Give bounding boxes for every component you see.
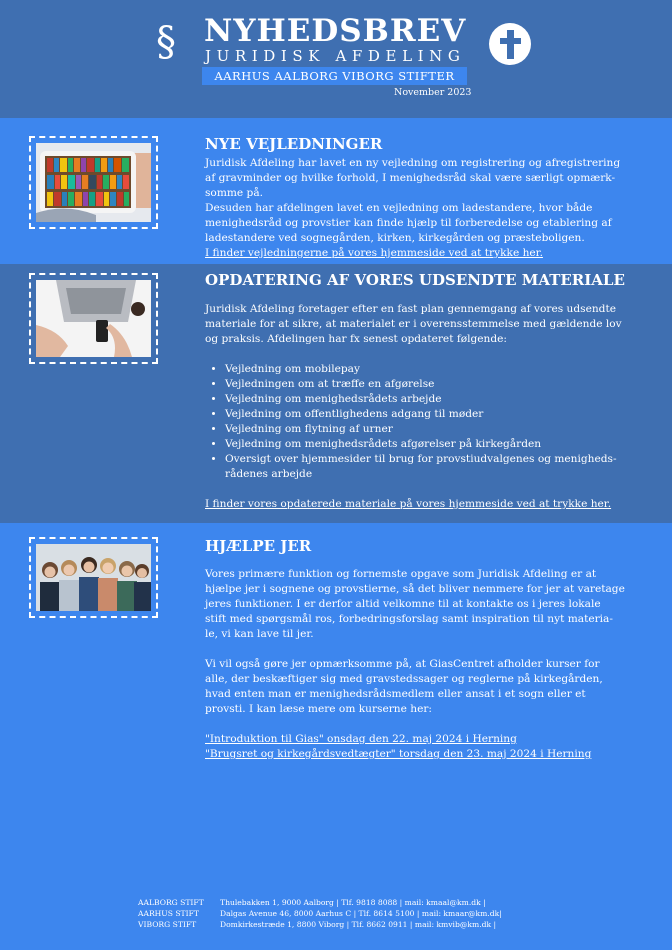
updated-materials-list (205, 362, 625, 482)
section-mark-icon: § (156, 19, 176, 65)
list-item: • Vejledning om menighedsrådets arbejde (225, 392, 625, 407)
team-photo (36, 544, 151, 611)
tablet-photo-frame (29, 136, 158, 229)
footer-row (138, 897, 502, 908)
materiale-link[interactable]: I finder vores opdaterede materiale på vores hjemmeside ved at trykke her. (205, 498, 612, 510)
cross-icon (489, 23, 531, 65)
masthead (0, 0, 672, 118)
laptop-photo (36, 280, 151, 357)
cross-vertical (507, 30, 514, 59)
list-item: • Vejledning om menighedsrådets afgørelser på kirkegården (225, 437, 625, 452)
stift-name: VIBORG STIFT (138, 920, 197, 929)
course-link-gias[interactable]: "Introduktion til Gias" onsdag den 22. maj 2024 i Herning (205, 733, 517, 745)
vejledninger-link[interactable]: I finder vejledningerne på vores hjemmeside ved at trykke her. (205, 247, 543, 259)
stift-contact: Domkirkestræde 1, 8800 Viborg | Tlf. 8662 0911 | mail: kmvib@km.dk | (220, 920, 497, 929)
list-item: • Vejledning om mobilepay (225, 362, 625, 377)
stift-contact: Dalgas Avenue 46, 8000 Aarhus C | Tlf. 8614 5100 | mail: kmaar@km.dk| (220, 909, 502, 918)
section-heading: OPDATERING AF VORES UDSENDTE MATERIALE (205, 271, 625, 289)
issue-date: November 2023 (394, 87, 472, 98)
section-heading: HJÆLPE JER (205, 537, 312, 555)
hjaelpe-jer-content (205, 537, 625, 762)
paragraph: Juridisk Afdeling har lavet en ny vejledning om registrering og afregistrering af gravminder og hvilke forhold, I menighedsråd skal være særligt opmærk-somme på. (205, 157, 621, 199)
course-link-brugsret[interactable]: "Brugsret og kirkegårdsvedtægter" torsdag den 23. maj 2024 i Herning (205, 748, 592, 760)
footer-row (138, 908, 502, 919)
list-item: • Oversigt over hjemmesider til brug for provstiudvalgenes og menigheds-rådenes arbejde (225, 452, 625, 482)
paragraph: Vi vil også gøre jer opmærksomme på, at GiasCentret afholder kurser for alle, der beskæftiger sig med gravstedssager og reglerne på kirkegården, hvad enten man er menighedsrådsmedlem eller ansat i et sogn eller et provsti. I kan læse mere om kurserne her: (205, 658, 603, 715)
list-item: • Vejledning om flytning af urner (225, 422, 625, 437)
cross-horizontal (500, 38, 521, 44)
laptop-photo-frame (29, 273, 158, 364)
newsletter-subtitle: JURIDISK AFDELING (205, 47, 466, 65)
team-group-image (36, 544, 151, 611)
team-photo-frame (29, 537, 158, 618)
section-heading: NYE VEJLEDNINGER (205, 135, 383, 153)
stift-contact: Thulebakken 1, 9000 Aalborg | Tlf. 9818 8088 | mail: kmaal@km.dk | (220, 898, 486, 907)
tablet-bookshelf-image (36, 143, 151, 222)
newsletter-title: NYHEDSBREV (204, 13, 467, 49)
footer-contacts (138, 897, 502, 930)
footer-row (138, 919, 502, 930)
tablet-photo (36, 143, 151, 222)
paragraph: Juridisk Afdeling foretager efter en fast plan gennemgang af vores udsendte materiale for at sikre, at materialet er i overensstemmelse med gældende lov og praksis. Afdelingen har fx senest opdateret følgende: (205, 303, 622, 345)
paragraph: Desuden har afdelingen lavet en vejledning om ladestandere, hvor både menighedsråd og provstier kan finde hjælp til forberedelse og etablering af ladestandere ved sognegården, kirken, kirkegården og præsteboligen. (205, 202, 612, 244)
stift-name: AALBORG STIFT (138, 898, 204, 907)
nye-vejledninger-content (205, 135, 625, 261)
list-item: • Vejledningen om at træffe en afgørelse (225, 377, 625, 392)
opdatering-content (205, 271, 625, 512)
stifter-banner: AARHUS AALBORG VIBORG STIFTER (202, 67, 467, 85)
laptop-hands-image (36, 280, 151, 357)
paragraph: Vores primære funktion og fornemste opgave som Juridisk Afdeling er at hjælpe jer i sognene og provstierne, så det bliver nemmere for jer at varetage jeres funktioner. I er derfor altid velkomne til at kontakte os i jeres lokale stift med spørgsmål ros, forbedringsforslag samt inspiration til nyt materia-le, vi kan lave til jer. (205, 568, 625, 640)
stift-name: AARHUS STIFT (138, 909, 199, 918)
list-item: • Vejledning om offentlighedens adgang til møder (225, 407, 625, 422)
